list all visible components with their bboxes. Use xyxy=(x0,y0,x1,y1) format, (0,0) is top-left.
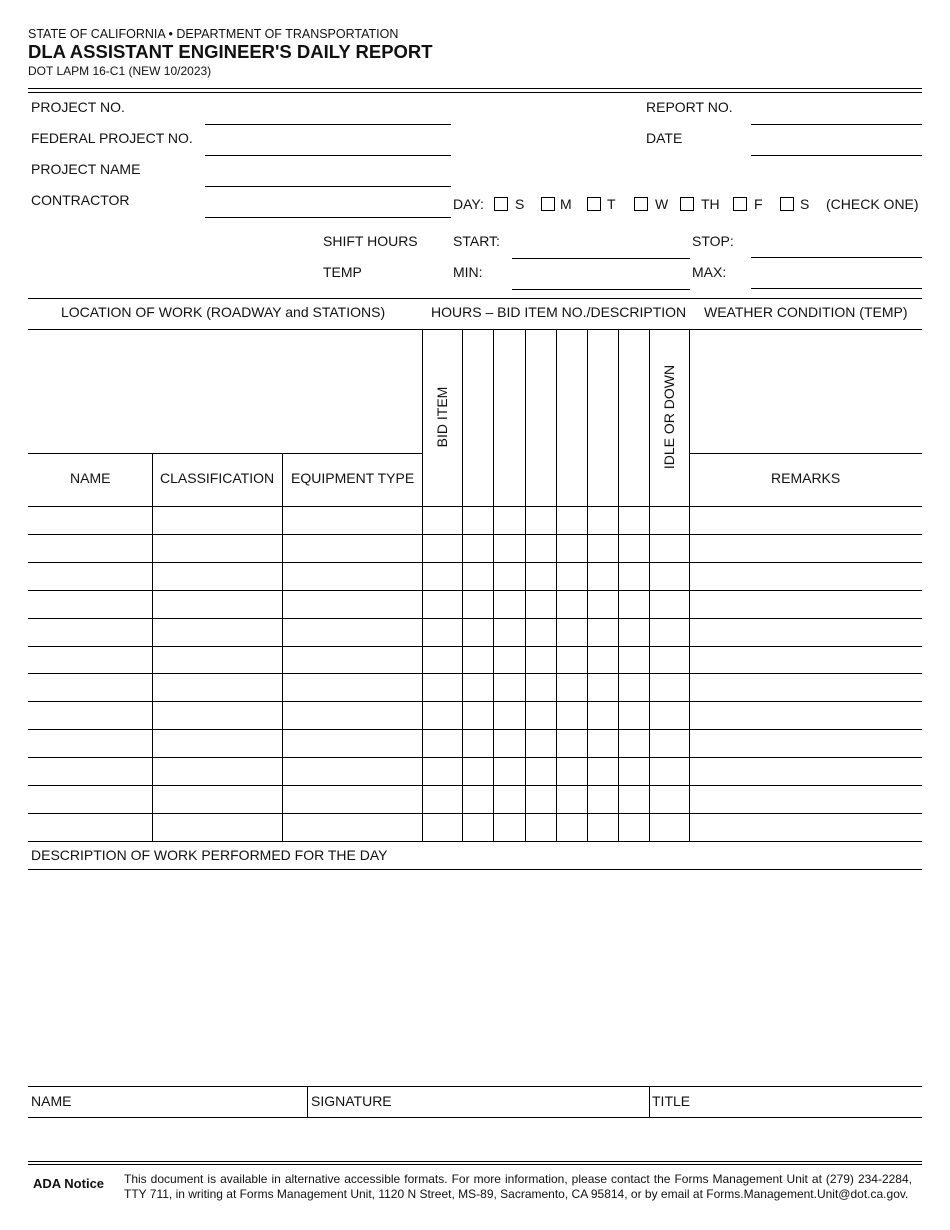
weather-condition-header: WEATHER CONDITION (TEMP) xyxy=(704,304,908,320)
agency-line: STATE OF CALIFORNIA • DEPARTMENT OF TRANSPORTATION xyxy=(28,27,399,41)
start-field[interactable] xyxy=(512,258,690,259)
max-temp-field[interactable] xyxy=(751,288,922,289)
labor-header-top-right xyxy=(690,453,922,454)
location-of-work-area[interactable] xyxy=(28,330,422,452)
project-no-field[interactable] xyxy=(205,124,451,125)
project-no-label: PROJECT NO. xyxy=(31,99,125,115)
header-rule-1 xyxy=(28,88,922,89)
stop-field[interactable] xyxy=(751,257,922,258)
temp-label: TEMP xyxy=(323,264,362,280)
table-row[interactable] xyxy=(28,647,922,673)
day-checkbox-4[interactable] xyxy=(634,197,648,211)
table-row[interactable] xyxy=(28,563,922,589)
table-row[interactable] xyxy=(28,702,922,728)
table-row[interactable] xyxy=(28,535,922,561)
shift-hours-label: SHIFT HOURS xyxy=(323,233,418,249)
equipment-type-column-header: EQUIPMENT TYPE xyxy=(291,470,415,486)
form-title: DLA ASSISTANT ENGINEER'S DAILY REPORT xyxy=(28,41,433,62)
table-row[interactable] xyxy=(28,507,922,533)
table-row[interactable] xyxy=(28,730,922,756)
day-checkbox-3[interactable] xyxy=(587,197,601,211)
table-row[interactable] xyxy=(28,674,922,700)
ada-notice-label: ADA Notice xyxy=(33,1176,105,1191)
date-label: DATE xyxy=(646,130,683,146)
table-row[interactable] xyxy=(28,591,922,617)
hours-bid-item-header: HOURS – BID ITEM NO./DESCRIPTION xyxy=(431,304,687,320)
min-label: MIN: xyxy=(453,264,483,280)
header-rule-2 xyxy=(28,92,922,93)
signature-name-label: NAME xyxy=(31,1093,72,1109)
report-no-field[interactable] xyxy=(751,124,922,125)
stop-label: STOP: xyxy=(692,233,734,249)
day-checkbox-5[interactable] xyxy=(680,197,694,211)
day-checkbox-label: TH xyxy=(701,196,720,212)
bid-item-label: BID ITEM xyxy=(434,386,450,448)
contractor-label: CONTRACTOR xyxy=(31,192,130,208)
contractor-field[interactable] xyxy=(205,217,451,218)
day-checkbox-label: M xyxy=(560,196,572,212)
day-label: DAY: xyxy=(453,196,484,212)
day-checkbox-6[interactable] xyxy=(733,197,747,211)
description-label: DESCRIPTION OF WORK PERFORMED FOR THE DAY xyxy=(31,847,388,863)
ada-rule-1 xyxy=(28,1161,922,1162)
labor-header-top-left xyxy=(28,453,422,454)
check-one-label: (CHECK ONE) xyxy=(826,196,919,212)
project-name-label: PROJECT NAME xyxy=(31,161,141,177)
title-label: TITLE xyxy=(652,1093,691,1109)
title-field[interactable] xyxy=(650,1087,922,1117)
table-row[interactable] xyxy=(28,814,922,840)
description-area[interactable] xyxy=(28,870,922,1085)
classification-column-header: CLASSIFICATION xyxy=(160,470,275,486)
min-temp-field[interactable] xyxy=(512,289,690,290)
ada-rule-2 xyxy=(28,1164,922,1165)
idle-or-down-label: IDLE OR DOWN xyxy=(661,364,677,470)
location-of-work-header: LOCATION OF WORK (ROADWAY and STATIONS) xyxy=(61,304,386,320)
table-row[interactable] xyxy=(28,619,922,645)
table-row[interactable] xyxy=(28,758,922,784)
report-no-label: REPORT NO. xyxy=(646,99,733,115)
day-checkbox-1[interactable] xyxy=(494,197,508,211)
start-label: START: xyxy=(453,233,500,249)
day-checkbox-label: T xyxy=(607,196,616,212)
day-checkbox-label: F xyxy=(754,196,763,212)
weather-condition-area[interactable] xyxy=(690,330,922,452)
max-label: MAX: xyxy=(692,264,727,280)
table-row-line xyxy=(28,841,922,842)
name-column-header: NAME xyxy=(70,470,111,486)
signature-bottom-rule xyxy=(28,1117,922,1118)
day-checkbox-label: W xyxy=(655,196,669,212)
federal-project-no-label: FEDERAL PROJECT NO. xyxy=(31,130,193,146)
signature-field[interactable] xyxy=(308,1087,649,1117)
signature-name-field[interactable] xyxy=(28,1087,307,1117)
federal-project-no-field[interactable] xyxy=(205,155,451,156)
form-id: DOT LAPM 16-C1 (NEW 10/2023) xyxy=(28,64,212,78)
day-checkbox-7[interactable] xyxy=(780,197,794,211)
remarks-column-header: REMARKS xyxy=(771,470,841,486)
table-top-rule xyxy=(28,298,922,299)
table-row[interactable] xyxy=(28,786,922,812)
day-checkbox-label: S xyxy=(515,196,525,212)
day-checkbox-label: S xyxy=(800,196,810,212)
day-checkbox-2[interactable] xyxy=(541,197,555,211)
project-name-field[interactable] xyxy=(205,186,451,187)
date-field[interactable] xyxy=(751,155,922,156)
ada-notice-text: This document is available in alternative accessible formats. For more information, please contact the Forms Management Unit at (279) 234-2284, TTY 711, in writing at Forms Management Unit, 1120 N Street, MS-89, Sacramento, CA 95814, or by email at Forms.Management.Unit@dot.ca.gov. xyxy=(124,1172,912,1201)
signature-label: SIGNATURE xyxy=(311,1093,392,1109)
